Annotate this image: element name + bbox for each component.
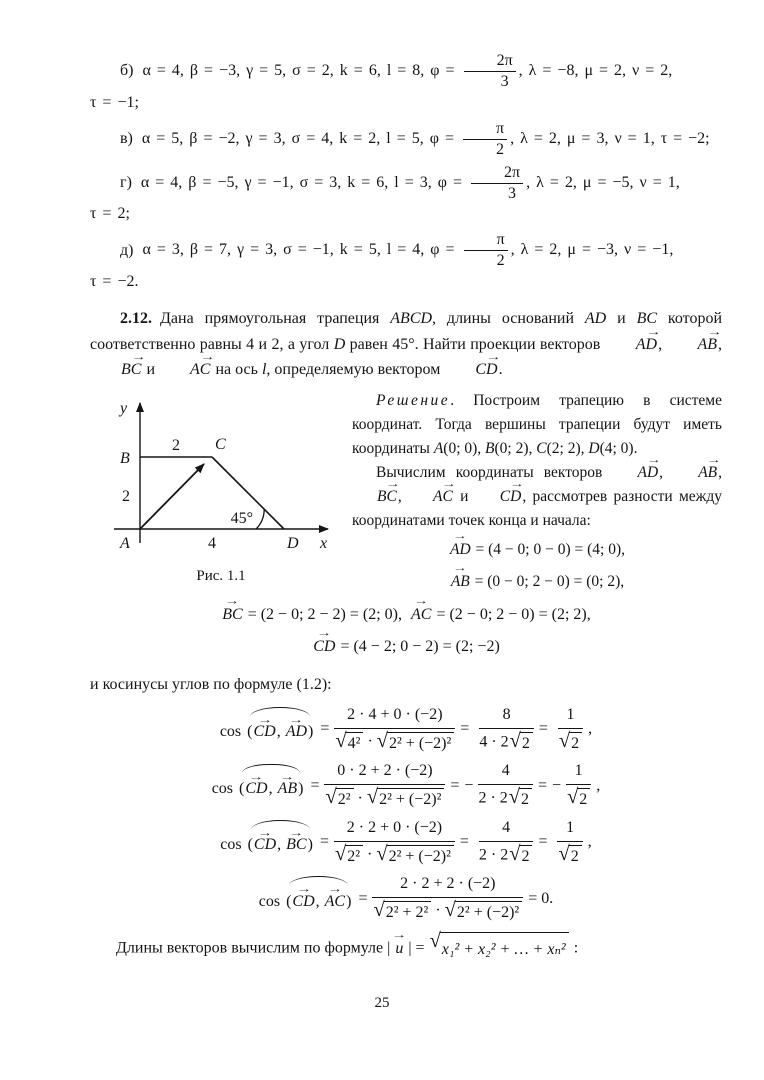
radicand: 2² + (−2)² (377, 788, 444, 809)
text-segment: , определяемую вектором (266, 361, 445, 379)
radical-sign: √ (509, 729, 521, 752)
fraction-denominator (558, 729, 583, 753)
fraction-numerator: 4 (478, 761, 533, 785)
phi-fraction (464, 52, 516, 91)
cos-lhs (259, 886, 354, 911)
vector-notation: → AC (159, 357, 211, 383)
paren: ( (247, 723, 253, 741)
param-text: , λ = 2, μ = 3, ν = 1, τ = −2; (510, 129, 710, 147)
vector-notation: → AC (324, 892, 346, 911)
radicand: 2² (345, 845, 363, 866)
equation-text: = (2 − 0; 2 − 2) = (2; 0), (243, 606, 402, 623)
fraction-numerator: 4 (479, 818, 534, 842)
cos-lhs (220, 716, 316, 741)
paren: ) (307, 836, 313, 854)
param-text: α = 3, β = 7, γ = 3, σ = −1, k = 5, l = 4, φ = (142, 241, 461, 259)
vector-notation: → BC (285, 835, 307, 854)
param-text: α = 4, β = −3, γ = 5, σ = 2, k = 6, l = 8, φ = (142, 62, 461, 80)
equals-sign: = (320, 720, 330, 738)
fraction-denominator (324, 785, 445, 809)
radicand: 2 (519, 845, 532, 866)
equation-text: = (4 − 2; 0 − 2) = (2; −2) (336, 638, 500, 656)
equals-sign: = (459, 833, 469, 851)
text-segment: и (142, 361, 160, 379)
angle-hat (245, 722, 315, 741)
sqrt (335, 729, 363, 753)
fraction-denominator: 2 (496, 252, 505, 270)
fraction-numerator: 8 (479, 705, 534, 729)
angle-hat (246, 835, 315, 854)
cos-equation-cd-bc (90, 818, 722, 866)
length-ad-label: 4 (208, 535, 216, 553)
text-segment: C (536, 440, 547, 458)
result-text: = 0. (528, 889, 554, 907)
angle-hat (237, 779, 305, 798)
text-segment: D (588, 440, 600, 458)
paren: ( (286, 892, 292, 910)
equals-sign: = (450, 776, 460, 794)
vector-notation: → CD (252, 722, 276, 741)
vector-notation: → AC (408, 485, 454, 509)
fraction (479, 705, 534, 753)
figure-column (90, 389, 352, 598)
item-label: г) (120, 173, 132, 191)
text-segment: на ось (211, 361, 262, 379)
vector-notation: → BC (90, 357, 142, 383)
cos-lhs (212, 773, 306, 798)
equation-cd (90, 632, 722, 662)
vector-notation: → CD (253, 835, 277, 854)
fraction-denominator (479, 842, 534, 866)
angle-hat (284, 892, 353, 911)
sqrt (509, 842, 532, 866)
paren: ) (346, 892, 352, 910)
vector-notation: → CD (312, 632, 336, 662)
fraction (479, 818, 534, 866)
radicand: 2² + (−2)² (455, 901, 522, 922)
cos-function: cos (220, 836, 242, 854)
problem-number: 2.12. (120, 310, 152, 328)
text-segment: . Построим трапецию в системе координат. Тогда вершины трапеции будут иметь координаты (352, 392, 722, 458)
paren: ( (247, 836, 253, 854)
fraction (566, 761, 591, 809)
sqrt (567, 788, 590, 809)
item-label: в) (120, 129, 133, 147)
radical-sign: √ (558, 729, 571, 752)
vector-notation: → AB (450, 567, 471, 596)
fraction-numerator: 1 (566, 761, 591, 785)
equation-ab (352, 567, 722, 596)
cos-equation-cd-ab (90, 761, 722, 809)
text-segment: , длины оснований (432, 310, 585, 328)
text-segment: (4; 0). (599, 440, 638, 458)
sqrt (558, 842, 581, 866)
text-segment: B (485, 440, 495, 458)
vector-notation: → CD (291, 892, 315, 911)
sqrt (367, 788, 445, 809)
text-segment: , (397, 488, 409, 506)
equals-sign: = (538, 833, 548, 851)
cosine-intro-text: и косинусы углов по формуле (1.2): (90, 675, 332, 693)
fraction-numerator: 2π (464, 52, 516, 72)
fraction-numerator: 0 · 2 + 2 · (−2) (324, 761, 445, 785)
cos-function: cos (258, 892, 281, 910)
fraction-denominator (372, 898, 523, 922)
param-line-d (90, 231, 722, 294)
vector-notation: → BC (352, 485, 398, 509)
comma: , (268, 779, 277, 797)
fraction (372, 874, 523, 922)
fraction-denominator (334, 729, 455, 753)
param-text: , λ = −8, μ = 2, ν = 2, τ = −1; (90, 62, 673, 111)
radicand: 4² (346, 732, 364, 753)
axis-x-label: x (320, 535, 328, 553)
fraction-denominator (479, 729, 534, 753)
solution-paragraph-2 (352, 461, 722, 533)
sqrt (325, 788, 353, 809)
radical-sign: √ (373, 899, 385, 922)
problem-text (90, 310, 722, 378)
text-segment: AD (584, 310, 607, 328)
equation-text: = (2 − 0; 2 − 0) = (2; 2), (432, 606, 591, 623)
page-number: 25 (374, 995, 390, 1011)
phi-fraction (463, 120, 507, 159)
phi-fraction (471, 164, 523, 203)
radical-sign: √ (508, 786, 520, 809)
figure-and-solution (90, 389, 722, 598)
cos-lhs (220, 829, 315, 854)
length-text: Длины векторов вычислим по формуле (116, 939, 388, 957)
radical-sign: √ (444, 899, 456, 922)
param-text: α = 4, β = −5, γ = −1, σ = 3, k = 6, l = 3, φ = (140, 173, 468, 191)
sqrt (430, 932, 569, 966)
fraction-numerator: 2 · 4 + 0 · (−2) (334, 705, 455, 729)
param-text: , λ = 2, μ = −3, ν = −1, τ = −2. (90, 241, 674, 291)
length-formula-line (90, 932, 722, 966)
radicand: 2 (569, 732, 582, 753)
sqrt (509, 788, 532, 809)
fraction-denominator: 3 (508, 184, 517, 202)
text-segment: , (718, 464, 722, 482)
fraction (324, 761, 445, 809)
fraction-denominator (566, 785, 591, 809)
vector-notation: → BC (221, 600, 243, 630)
param-line-v (90, 120, 722, 159)
equation-bc-ac (90, 600, 722, 630)
fraction-denominator: 2 (496, 140, 505, 158)
cos-equation-cd-ad (90, 705, 722, 753)
text-segment: (2; 2), (546, 440, 589, 458)
axis-y-label: y (120, 400, 128, 418)
radical-sign: √ (429, 930, 441, 953)
equals-sign: = (358, 889, 368, 907)
vector-notation: → CD (475, 485, 523, 509)
solution-paragraph-1 (352, 389, 722, 461)
text-segment: и (606, 310, 637, 328)
text-segment: Дана прямоугольная трапеция (160, 310, 391, 328)
tail-punct: , (596, 776, 601, 794)
fraction-denominator (478, 785, 533, 809)
radicand: 2² + (−2)² (387, 845, 454, 866)
text-segment: , рассмотрев разности между координатами точек конца и начала: (352, 488, 722, 530)
cos-function: cos (219, 723, 242, 741)
text-segment: (0; 2), (494, 440, 537, 458)
den-text: 2 · 2 (478, 789, 508, 807)
point-d-label: D (287, 535, 299, 553)
radicand: 2² + (−2)² (387, 732, 454, 753)
item-label: д) (120, 241, 134, 259)
radical-sign: √ (558, 842, 570, 865)
radicand: 2² + 2² (384, 901, 432, 922)
fraction-numerator: 1 (558, 705, 583, 729)
param-line-b (90, 52, 722, 115)
sqrt (376, 842, 454, 866)
length-ab-label: 2 (122, 488, 130, 506)
radical-sign: √ (325, 786, 337, 809)
fraction-denominator (557, 842, 582, 866)
solution-column (352, 389, 722, 598)
vector-notation: → AD (613, 461, 660, 485)
equation-text: = (4 − 0; 0 − 0) = (4; 0), (471, 541, 626, 559)
fraction-numerator: π (464, 231, 508, 251)
vector-notation: → AD (605, 332, 658, 358)
text-segment: и (453, 488, 475, 506)
vector-notation: → AB (666, 332, 718, 358)
paren: ( (239, 779, 245, 797)
point-c-label: C (215, 436, 226, 454)
trapezoid-figure (90, 389, 352, 559)
text-segment: (0; 0), (443, 440, 486, 458)
page-content (90, 52, 722, 966)
den-text: 4 · 2 (479, 733, 509, 751)
den-text: 2 · 2 (478, 845, 509, 863)
point-a-label: A (120, 535, 130, 553)
fraction (558, 705, 583, 753)
problem-statement (90, 306, 722, 383)
minus-sign: − (552, 776, 562, 794)
fraction-numerator: 2π (471, 164, 523, 184)
text-segment: D (333, 335, 346, 353)
radicand: 2 (519, 788, 532, 809)
radicand: 2² (336, 788, 354, 809)
radical-sign: √ (567, 786, 579, 809)
multiply-dot: · (367, 733, 373, 751)
fraction (334, 705, 455, 753)
text-segment: BC (636, 310, 658, 328)
equals-sign: = (538, 720, 548, 738)
multiply-dot: · (357, 789, 363, 807)
radical-sign: √ (335, 729, 347, 752)
radicand: 2 (569, 845, 582, 866)
fraction (557, 818, 582, 866)
vector-u: → u (394, 933, 404, 965)
tail-punct: : (569, 939, 579, 957)
text-segment: A (433, 440, 444, 458)
radical-sign: √ (376, 842, 388, 865)
text-segment: Вычислим координаты векторов (376, 464, 613, 482)
vector-notation: → AD (449, 535, 472, 564)
param-text: , λ = 2, μ = −5, ν = 1, τ = 2; (90, 173, 680, 223)
text-segment: ABCD (390, 310, 433, 328)
equation-text: = (0 − 0; 2 − 0) = (0; 2), (470, 572, 625, 590)
equals-sign: = (460, 720, 470, 738)
angle-arc (256, 509, 264, 529)
fraction (478, 761, 533, 809)
sqrt (558, 729, 582, 753)
minus-sign: − (464, 776, 474, 794)
vector-notation: → AD (285, 722, 308, 741)
item-label: б) (120, 62, 134, 80)
text-segment: , (658, 335, 667, 353)
sqrt (334, 842, 363, 866)
fraction-numerator: π (463, 120, 507, 140)
text-segment: равен 45°. Найти проекции векторов (345, 335, 605, 353)
text-segment: , (659, 464, 674, 482)
fraction-numerator: 2 · 2 + 0 · (−2) (334, 818, 455, 842)
fraction-denominator: 3 (500, 72, 509, 90)
equals-sign: = (310, 776, 320, 794)
cos-function: cos (211, 779, 234, 797)
radical-sign: √ (509, 842, 521, 865)
vector-notation: → CD (244, 779, 268, 798)
param-text: α = 5, β = −2, γ = 3, σ = 4, k = 2, l = 5, φ = (141, 129, 460, 147)
text-segment: . (498, 361, 503, 379)
cos-equation-cd-ac (90, 874, 722, 922)
fraction (334, 818, 455, 866)
radicand: x₁² + x₂² + … + xₙ² (440, 932, 569, 966)
text-segment: Решение (376, 392, 451, 410)
tail-punct: , (588, 720, 593, 738)
multiply-dot: · (435, 902, 441, 920)
point-b-label: B (120, 450, 130, 468)
radicand: 2 (577, 788, 590, 809)
fraction-numerator: 1 (557, 818, 582, 842)
angle-d-label: 45° (230, 510, 253, 528)
sqrt (376, 729, 455, 753)
abs-bar: | (404, 939, 412, 957)
equals-sign: = (319, 833, 329, 851)
phi-fraction (464, 231, 508, 270)
sqrt (445, 901, 523, 922)
length-bc-label: 2 (172, 437, 180, 455)
text-segment: , (718, 335, 723, 353)
vector-notation: → AB (277, 779, 299, 798)
vector-notation: → AB (673, 461, 718, 485)
equals-sign: = (538, 776, 548, 794)
param-line-g (90, 164, 722, 227)
comma: , (315, 892, 324, 910)
vector-ac-arrow (140, 464, 204, 529)
fraction-denominator (334, 842, 455, 866)
paren: ) (298, 779, 304, 797)
vector-notation: → AC (410, 600, 432, 630)
comma: , (277, 836, 286, 854)
comma: , (276, 723, 285, 741)
radical-sign: √ (366, 786, 379, 809)
multiply-dot: · (367, 845, 373, 863)
equals-sign: = (411, 939, 429, 957)
text-segment: l (261, 361, 267, 379)
radicand: 2 (520, 732, 533, 753)
sqrt (509, 729, 533, 753)
fraction-numerator: 2 · 2 + 2 · (−2) (372, 874, 523, 898)
radical-sign: √ (334, 842, 347, 865)
figure-caption: Рис. 1.1 (196, 568, 246, 585)
sqrt (373, 901, 431, 922)
abs-bar: | (387, 939, 395, 957)
equation-ad (352, 535, 722, 564)
vector-notation: → CD (444, 357, 498, 383)
text-segment: которой соответственно равны 4 и 2, а угол (90, 310, 723, 353)
tail-punct: , (587, 833, 592, 851)
radical-sign: √ (376, 729, 388, 752)
paren: ) (308, 723, 314, 741)
